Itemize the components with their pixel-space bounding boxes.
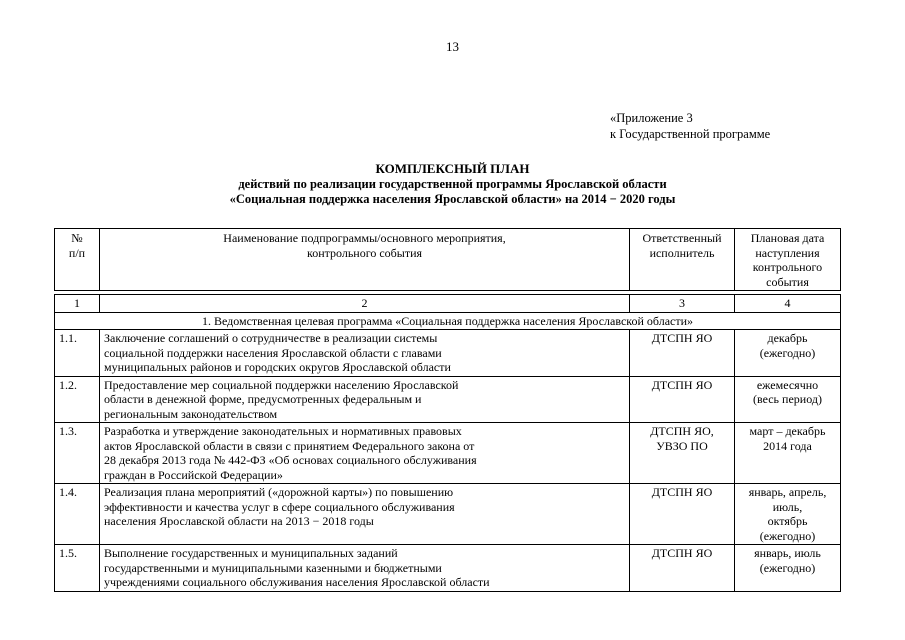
- appendix-line: к Государственной программе: [610, 127, 771, 141]
- table-row: [55, 484, 841, 545]
- header-text: контрольного события: [306, 245, 423, 260]
- row-text: Заключение соглашений о сотрудничестве в реализации системы: [104, 331, 438, 345]
- header-text: п/п: [68, 245, 86, 260]
- row-text: ДТСПН ЯО: [651, 377, 713, 392]
- row-date: [735, 376, 841, 423]
- table-row: [55, 330, 841, 377]
- row-text: 28 декабря 2013 года № 442-ФЗ «Об основах социального обслуживания: [104, 453, 477, 467]
- row-text: Выполнение государственных и муниципальных заданий: [104, 546, 398, 560]
- row-text: региональным законодательством: [104, 406, 278, 421]
- row-executor: [630, 545, 735, 592]
- header-text: наступления: [755, 245, 820, 260]
- row-text: актов Ярославской области в связи с принятием Федерального закона от: [104, 438, 475, 453]
- table-row: [55, 376, 841, 423]
- row-name: [100, 423, 630, 484]
- row-text: декабрь: [767, 331, 808, 345]
- row-text: март – декабрь: [749, 424, 826, 438]
- header-text: Ответственный: [642, 231, 722, 245]
- row-text: учреждениями социального обслуживания населения Ярославской области: [104, 575, 490, 589]
- row-text: эффективности и качества услуг в сфере социального обслуживания: [104, 499, 455, 514]
- row-executor: [630, 330, 735, 377]
- row-text: ДТСПН ЯО: [651, 546, 713, 560]
- row-date: [735, 330, 841, 377]
- column-number-row: [55, 295, 841, 313]
- column-number: 3: [630, 295, 735, 313]
- row-text: ежемесячно: [756, 377, 819, 392]
- row-text: Разработка и утверждение законодательных и нормативных правовых: [104, 424, 462, 438]
- row-text: (ежегодно): [759, 345, 816, 360]
- plan-title-line: КОМПЛЕКСНЫЙ ПЛАН: [375, 161, 530, 176]
- header-text: Наименование подпрограммы/основного мероприятия,: [223, 231, 506, 245]
- plan-table: [54, 228, 841, 592]
- row-name: [100, 330, 630, 377]
- row-text: Предоставление мер социальной поддержки населению Ярославской: [104, 377, 459, 392]
- row-text: УВЗО ПО: [656, 438, 708, 453]
- row-name: [100, 545, 630, 592]
- appendix-line: «Приложение 3: [610, 111, 693, 125]
- row-text: (ежегодно): [759, 560, 816, 575]
- row-text: муниципальных районов и городских округов Ярославской области: [104, 360, 451, 374]
- row-text: государственными и муниципальными казенными и бюджетными: [104, 560, 442, 575]
- plan-title-line: «Социальная поддержка населения Ярославской области» на 2014 − 2020 годы: [229, 192, 676, 206]
- row-text: ДТСПН ЯО,: [650, 424, 714, 438]
- row-date: [735, 423, 841, 484]
- row-text: области в денежной форме, предусмотренных федеральным и: [104, 392, 422, 406]
- row-text: (ежегодно): [759, 528, 816, 543]
- row-text: 2014 года: [763, 438, 812, 453]
- column-number: 4: [735, 295, 841, 313]
- row-text: январь, июль: [754, 546, 821, 560]
- header-date: [735, 229, 841, 291]
- header-text: исполнитель: [649, 245, 715, 260]
- row-num: 1.3.: [55, 423, 100, 484]
- header-name: [100, 229, 630, 291]
- row-executor: [630, 484, 735, 545]
- table-header-row: [55, 229, 841, 291]
- row-text: ДТСПН ЯО: [651, 485, 713, 499]
- header-executor: [630, 229, 735, 291]
- row-name: [100, 484, 630, 545]
- header-text: №: [71, 231, 83, 245]
- table-row: [55, 423, 841, 484]
- row-num: 1.5.: [55, 545, 100, 592]
- plan-title-line: действий по реализации государственной программы Ярославской области: [238, 176, 667, 191]
- column-number: 2: [100, 295, 630, 313]
- row-text: (весь период): [753, 392, 822, 406]
- row-name: [100, 376, 630, 423]
- column-number: 1: [55, 295, 100, 313]
- row-num: 1.2.: [55, 376, 100, 423]
- row-text: населения Ярославской области на 2013 − 2018 годы: [104, 514, 374, 528]
- row-date: [735, 545, 841, 592]
- header-text: Плановая дата: [750, 231, 825, 245]
- page-number: 13: [446, 39, 459, 54]
- appendix-note: [610, 110, 770, 142]
- row-text: Реализация плана мероприятий («дорожной карты») по повышению: [104, 485, 454, 499]
- header-num: [55, 229, 100, 291]
- header-text: контрольного события: [752, 260, 823, 289]
- row-text: январь, апрель, июль,: [748, 485, 827, 514]
- row-date: [735, 484, 841, 545]
- row-text: граждан в Российской Федерации»: [104, 467, 283, 482]
- row-text: ДТСПН ЯО: [651, 331, 713, 345]
- table-row: [55, 545, 841, 592]
- row-num: 1.4.: [55, 484, 100, 545]
- section-row: [55, 312, 841, 330]
- row-executor: [630, 376, 735, 423]
- row-text: социальной поддержки населения Ярославской области с главами: [104, 345, 442, 360]
- row-num: 1.1.: [55, 330, 100, 377]
- row-executor: [630, 423, 735, 484]
- section-title: 1. Ведомственная целевая программа «Социальная поддержка населения Ярославской области»: [55, 312, 841, 330]
- row-text: октябрь: [767, 514, 808, 528]
- plan-title: [0, 161, 905, 208]
